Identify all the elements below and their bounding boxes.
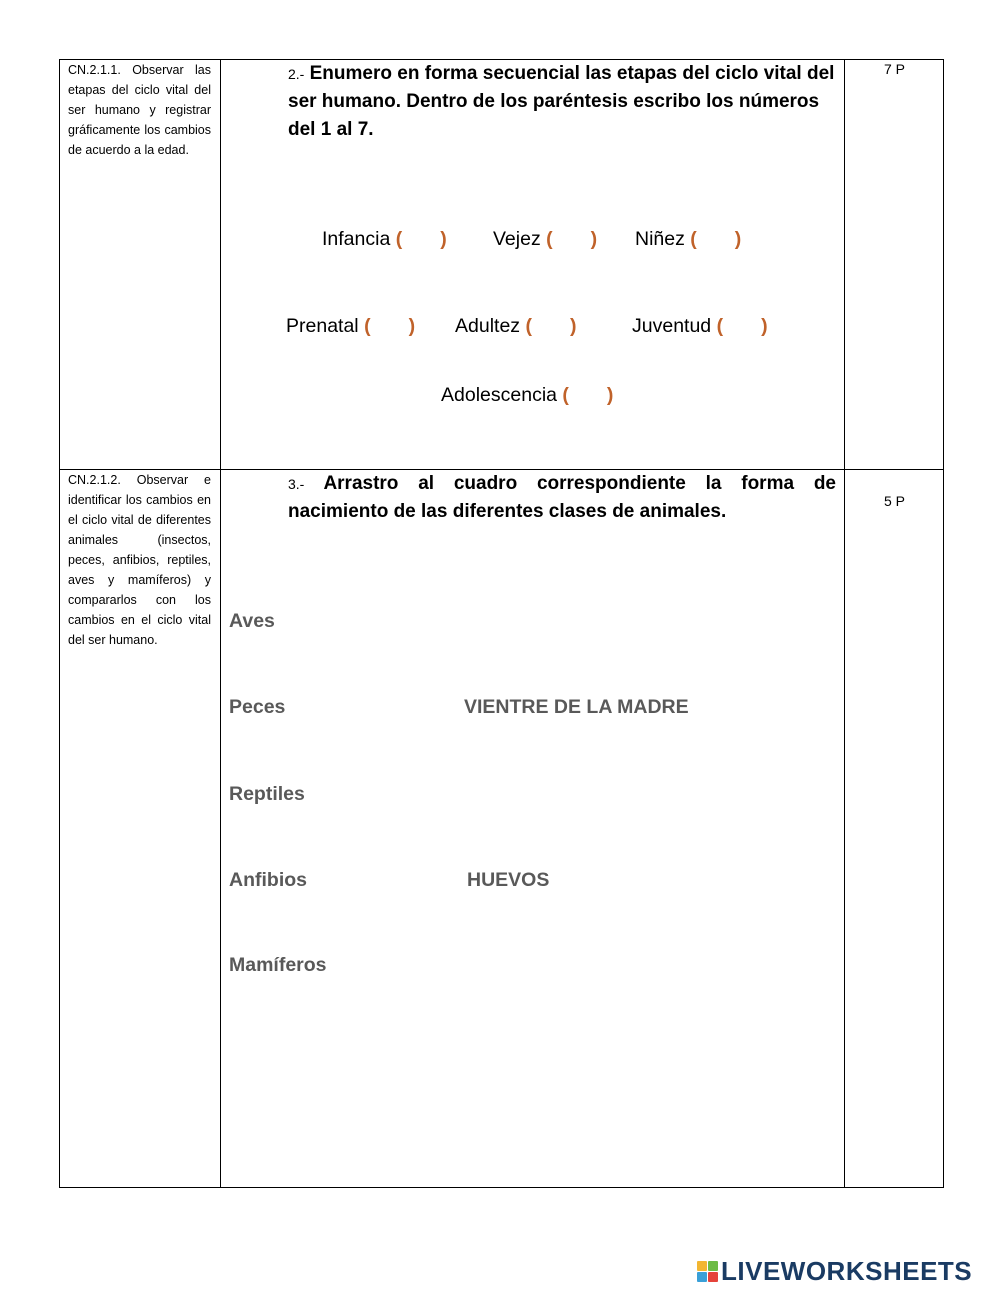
logo-mark-icon: [697, 1261, 718, 1282]
stage-ninez: [635, 228, 741, 251]
animal-label-aves: Aves: [229, 610, 275, 632]
points-label: 7 P: [883, 61, 905, 77]
question-3: [288, 470, 836, 526]
column-divider-1: [220, 59, 221, 1188]
liveworksheets-logo: [697, 1256, 972, 1287]
animal-label-reptiles: Reptiles: [229, 783, 305, 805]
table-bottom-border: [59, 1187, 944, 1188]
answer-slot[interactable]: ( ): [395, 228, 447, 250]
animal-label-mamiferos: Mamíferos: [229, 954, 327, 976]
question-number: 2.-: [288, 66, 305, 82]
stage-label: Adultez: [455, 315, 521, 337]
animal-label-anfibios: Anfibios: [229, 869, 307, 891]
stage-juventud: [632, 315, 768, 338]
stage-adolescencia: [441, 384, 613, 407]
answer-slot[interactable]: ( ): [364, 315, 416, 337]
drag-answer-vientre[interactable]: VIENTRE DE LA MADRE: [464, 696, 689, 718]
question-number: 3.-: [288, 476, 305, 492]
answer-slot[interactable]: ( ): [525, 315, 577, 337]
stage-label: Vejez: [493, 228, 541, 250]
question-text: Arrastro al cuadro correspondiente la forma de nacimiento de las diferentes clases de animales.: [288, 473, 836, 522]
points-label: 5 P: [883, 493, 905, 509]
drag-answer-huevos[interactable]: HUEVOS: [467, 869, 550, 891]
question-text: Enumero en forma secuencial las etapas del ciclo vital del ser humano. Dentro de los paréntesis escribo los números del 1 al 7.: [288, 63, 835, 140]
stage-vejez: [493, 228, 597, 251]
stage-label: Juventud: [632, 315, 712, 337]
stage-label: Prenatal: [286, 315, 359, 337]
animal-label-peces: Peces: [229, 696, 286, 718]
stage-label: Niñez: [635, 228, 685, 250]
answer-slot[interactable]: ( ): [546, 228, 598, 250]
stage-prenatal: [286, 315, 415, 338]
table-right-border: [943, 59, 944, 1188]
answer-slot[interactable]: ( ): [562, 384, 614, 406]
criterion-text: CN.2.1.2. Observar e identificar los cambios en el ciclo vital de diferentes animales (insectos, peces, anfibios, reptiles, aves y mamíferos) y compararlos con los cambios en el ciclo vital del ser humano.: [68, 473, 211, 647]
stage-infancia: [322, 228, 447, 251]
question-2: [288, 60, 836, 144]
logo-text: LIVEWORKSHEETS: [721, 1256, 973, 1286]
criterion-text: CN.2.1.1. Observar las etapas del ciclo vital del ser humano y registrar gráficamente los cambios de acuerdo a la edad.: [68, 63, 211, 157]
column-divider-2: [844, 59, 845, 1188]
answer-slot[interactable]: ( ): [690, 228, 742, 250]
stage-label: Adolescencia: [441, 384, 557, 406]
stage-label: Infancia: [322, 228, 391, 250]
table-left-border: [59, 59, 60, 1188]
stage-adultez: [455, 315, 576, 338]
answer-slot[interactable]: ( ): [716, 315, 768, 337]
